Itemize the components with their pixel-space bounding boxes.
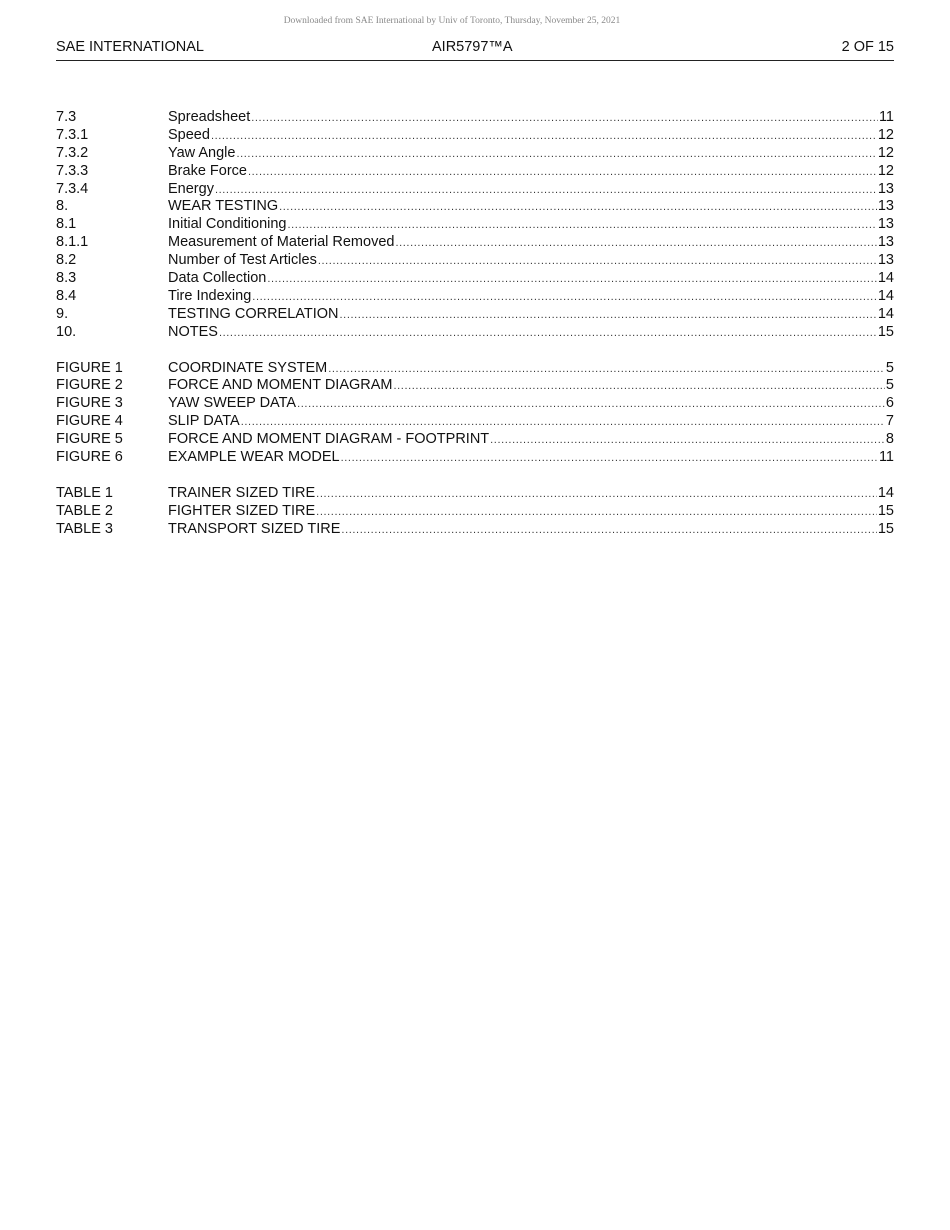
toc-dot-leader [279,199,877,217]
toc-entry-page: 13 [877,198,894,215]
toc-dot-leader [215,182,877,200]
toc-entry[interactable] [56,485,894,503]
toc-dot-leader [394,378,885,396]
toc-entry-page: 14 [877,484,894,501]
toc-entry-number: TABLE 2 [56,502,113,519]
toc-entry-number: 9. [56,305,69,322]
toc-entry-number: 8.3 [56,270,77,287]
toc-entry-number: FIGURE 5 [56,431,123,448]
toc-entry-number: 8.1.1 [56,234,89,251]
toc-entry-page: 15 [877,520,894,537]
toc-entry[interactable] [56,234,894,252]
toc-entry-number: 7.3.2 [56,144,89,161]
toc-dot-leader [219,325,877,343]
toc-dot-leader [241,414,885,432]
toc-entry-title: Initial Conditioning [168,216,287,233]
toc-entry[interactable] [56,377,894,395]
toc-entry-number: 8.1 [56,216,77,233]
toc-entry-number: TABLE 1 [56,484,113,501]
toc-entry-title: Number of Test Articles [168,252,317,269]
toc-entry-title: FORCE AND MOMENT DIAGRAM [168,377,393,394]
toc-entry[interactable] [56,198,894,216]
toc-entry-number: FIGURE 4 [56,413,123,430]
toc-entry-page: 13 [877,234,894,251]
toc-figures [56,360,894,467]
toc-entry-number: 8.4 [56,287,77,304]
toc-entry-number: 7.3.3 [56,162,89,179]
toc-entry[interactable] [56,306,894,324]
toc-dot-leader [248,164,877,182]
toc-entry-title: TESTING CORRELATION [168,305,339,322]
toc-dot-leader [288,217,877,235]
toc-dot-leader [267,271,877,289]
toc-entry-title: Brake Force [168,162,247,179]
toc-entry-page: 5 [885,377,894,394]
toc-entry-title: FORCE AND MOMENT DIAGRAM - FOOTPRINT [168,431,490,448]
toc-entry-page: 6 [885,395,894,412]
toc-entry-page: 11 [878,449,894,466]
toc-entry[interactable] [56,216,894,234]
toc-sections [56,109,894,342]
toc-dot-leader [328,361,885,379]
toc-dot-leader [297,396,885,414]
toc-dot-leader [490,432,885,450]
toc-entry-page: 13 [877,252,894,269]
toc-entry[interactable] [56,395,894,413]
toc-entry-title: Spreadsheet [168,109,251,125]
toc-dot-leader [340,307,877,325]
toc-entry[interactable] [56,413,894,431]
toc-entry-title: TRAINER SIZED TIRE [168,484,316,501]
toc-dot-leader [395,235,876,253]
header-organization: SAE INTERNATIONAL [56,39,204,55]
toc-entry-page: 14 [877,270,894,287]
toc-entry-title: TRANSPORT SIZED TIRE [168,520,341,537]
toc-entry-title: Data Collection [168,270,267,287]
toc-entry[interactable] [56,449,894,467]
header-document-id: AIR5797™A [432,39,513,55]
toc-entry-title: EXAMPLE WEAR MODEL [168,449,340,466]
toc-entry-title: Energy [168,180,214,197]
toc-entry-page: 7 [885,413,894,430]
toc-entry-title: Measurement of Material Removed [168,234,395,251]
download-watermark: Downloaded from SAE International by Univ of Toronto, Thursday, November 25, 2021 [283,16,621,26]
toc-entry-page: 11 [878,109,894,125]
toc-entry[interactable] [56,127,894,145]
toc-entry[interactable] [56,503,894,521]
toc-entry-page: 13 [877,180,894,197]
toc-tables [56,485,894,539]
toc-entry-page: 5 [885,359,894,376]
toc-entry[interactable] [56,521,894,539]
toc-entry-number: FIGURE 3 [56,395,123,412]
toc-dot-leader [236,146,876,164]
toc-entry-page: 13 [877,216,894,233]
page-header [56,38,894,61]
toc-entry-title: NOTES [168,323,218,340]
toc-entry-title: Tire Indexing [168,287,252,304]
toc-entry-number: 7.3 [56,109,77,125]
toc-entry-number: FIGURE 2 [56,377,123,394]
toc-dot-leader [341,450,878,468]
toc-entry-page: 14 [877,305,894,322]
toc-entry[interactable] [56,288,894,306]
toc-entry[interactable] [56,145,894,163]
toc-entry[interactable] [56,360,894,378]
toc-entry[interactable] [56,252,894,270]
toc-entry[interactable] [56,431,894,449]
toc-dot-leader [316,486,877,504]
toc-entry-number: FIGURE 1 [56,359,123,376]
toc-entry[interactable] [56,324,894,342]
toc-entry-number: TABLE 3 [56,520,113,537]
toc-entry-page: 15 [877,502,894,519]
toc-entry-page: 15 [877,323,894,340]
toc-entry-number: 7.3.4 [56,180,89,197]
toc-entry-title: FIGHTER SIZED TIRE [168,502,316,519]
toc-dot-leader [211,128,877,146]
toc-entry-title: WEAR TESTING [168,198,279,215]
toc-dot-leader [318,253,877,271]
toc-entry[interactable] [56,181,894,199]
toc-entry-page: 8 [885,431,894,448]
toc-entry-title: Yaw Angle [168,144,236,161]
toc-dot-leader [316,504,877,522]
table-of-contents [56,109,894,557]
toc-entry[interactable] [56,270,894,288]
toc-entry-title: COORDINATE SYSTEM [168,359,328,376]
toc-dot-leader [252,289,877,307]
toc-entry-title: SLIP DATA [168,413,240,430]
toc-dot-leader [341,522,876,540]
toc-dot-leader [251,110,878,128]
toc-entry[interactable] [56,109,894,127]
header-page-number: 2 OF 15 [841,39,894,55]
toc-entry-page: 14 [877,287,894,304]
toc-entry-page: 12 [877,144,894,161]
toc-entry-number: 7.3.1 [56,126,89,143]
toc-entry-number: 8.2 [56,252,77,269]
toc-entry-number: FIGURE 6 [56,449,123,466]
toc-entry-title: YAW SWEEP DATA [168,395,297,412]
toc-entry-number: 8. [56,198,69,215]
toc-entry[interactable] [56,163,894,181]
toc-entry-page: 12 [877,126,894,143]
toc-entry-number: 10. [56,323,77,340]
toc-entry-title: Speed [168,126,210,143]
toc-entry-page: 12 [877,162,894,179]
